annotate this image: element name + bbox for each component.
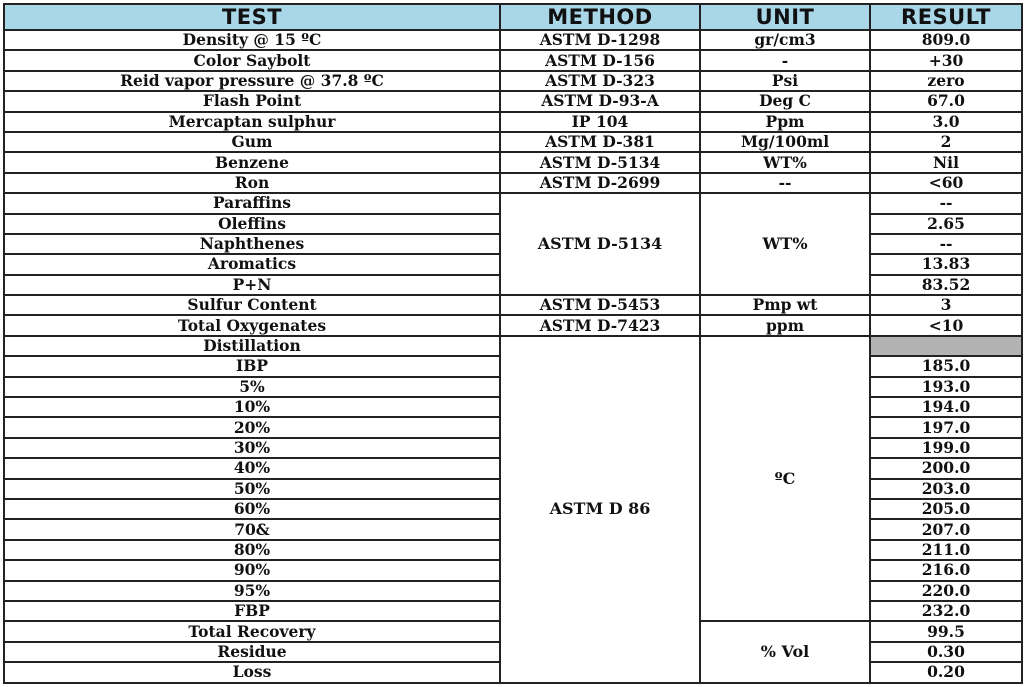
test-cell: P+N (4, 275, 500, 295)
test-cell: 10% (4, 397, 500, 417)
result-cell: <60 (870, 173, 1022, 193)
test-cell: Paraffins (4, 193, 500, 213)
unit-cell: WT% (700, 152, 870, 172)
test-cell: Benzene (4, 152, 500, 172)
unit-cell: Deg C (700, 91, 870, 111)
table-row (4, 50, 1022, 70)
method-cell: IP 104 (500, 112, 700, 132)
result-cell: 205.0 (870, 499, 1022, 519)
distillation-unit-cell: ºC (700, 336, 870, 621)
result-cell: 83.52 (870, 275, 1022, 295)
result-cell: 207.0 (870, 519, 1022, 539)
test-cell: Sulfur Content (4, 295, 500, 315)
unit-cell: gr/cm3 (700, 30, 870, 50)
header-unit: UNIT (700, 4, 870, 30)
result-cell: 0.20 (870, 662, 1022, 682)
result-cell: 216.0 (870, 560, 1022, 580)
result-cell: 3 (870, 295, 1022, 315)
result-cell: 99.5 (870, 621, 1022, 641)
result-cell: 232.0 (870, 601, 1022, 621)
result-cell: 203.0 (870, 479, 1022, 499)
method-cell: ASTM D-1298 (500, 30, 700, 50)
test-cell: Color Saybolt (4, 50, 500, 70)
table-row (4, 91, 1022, 111)
test-cell: 30% (4, 438, 500, 458)
distillation-method-cell: ASTM D 86 (500, 336, 700, 683)
result-cell: 809.0 (870, 30, 1022, 50)
method-cell: ASTM D-5453 (500, 295, 700, 315)
distillation-title: Distillation (4, 336, 500, 356)
test-cell: 70& (4, 519, 500, 539)
test-cell: Mercaptan sulphur (4, 112, 500, 132)
result-cell: 194.0 (870, 397, 1022, 417)
table-row (4, 295, 1022, 315)
table-row (4, 173, 1022, 193)
test-cell: 95% (4, 581, 500, 601)
unit-cell: -- (700, 173, 870, 193)
result-cell: Nil (870, 152, 1022, 172)
result-cell: 220.0 (870, 581, 1022, 601)
table-row (4, 152, 1022, 172)
test-cell: 40% (4, 458, 500, 478)
result-cell: 67.0 (870, 91, 1022, 111)
method-cell: ASTM D-7423 (500, 315, 700, 335)
method-cell: ASTM D-381 (500, 132, 700, 152)
pona-unit-cell: WT% (700, 193, 870, 295)
result-cell: 2.65 (870, 214, 1022, 234)
result-cell: 211.0 (870, 540, 1022, 560)
table-row (4, 193, 1022, 213)
result-cell: 2 (870, 132, 1022, 152)
result-cell: 13.83 (870, 254, 1022, 274)
blank-result-cell (870, 336, 1022, 356)
method-cell: ASTM D-323 (500, 71, 700, 91)
unit-cell: Pmp wt (700, 295, 870, 315)
result-cell: 185.0 (870, 356, 1022, 376)
spec-table (3, 3, 1023, 684)
test-cell: 20% (4, 417, 500, 437)
table-row (4, 71, 1022, 91)
result-cell: 193.0 (870, 377, 1022, 397)
result-cell: zero (870, 71, 1022, 91)
test-cell: 50% (4, 479, 500, 499)
header-test: TEST (4, 4, 500, 30)
result-cell: 3.0 (870, 112, 1022, 132)
unit-cell: Psi (700, 71, 870, 91)
test-cell: Gum (4, 132, 500, 152)
unit-cell: Mg/100ml (700, 132, 870, 152)
result-cell: 199.0 (870, 438, 1022, 458)
test-cell: Residue (4, 642, 500, 662)
test-cell: Ron (4, 173, 500, 193)
header-row (4, 4, 1022, 30)
test-cell: Loss (4, 662, 500, 682)
test-cell: Total Recovery (4, 621, 500, 641)
method-cell: ASTM D-2699 (500, 173, 700, 193)
volume-unit-cell: % Vol (700, 621, 870, 682)
method-cell: ASTM D-93-A (500, 91, 700, 111)
test-cell: IBP (4, 356, 500, 376)
test-cell: Flash Point (4, 91, 500, 111)
method-cell: ASTM D-156 (500, 50, 700, 70)
result-cell: -- (870, 234, 1022, 254)
test-cell: Naphthenes (4, 234, 500, 254)
result-cell: 197.0 (870, 417, 1022, 437)
result-cell: +30 (870, 50, 1022, 70)
header-method: METHOD (500, 4, 700, 30)
test-cell: Aromatics (4, 254, 500, 274)
result-cell: -- (870, 193, 1022, 213)
result-cell: 200.0 (870, 458, 1022, 478)
unit-cell: ppm (700, 315, 870, 335)
table-row (4, 336, 1022, 356)
unit-cell: - (700, 50, 870, 70)
header-result: RESULT (870, 4, 1022, 30)
table-row (4, 315, 1022, 335)
result-cell: 0.30 (870, 642, 1022, 662)
table-body (4, 30, 1022, 683)
test-cell: 5% (4, 377, 500, 397)
test-cell: Density @ 15 ºC (4, 30, 500, 50)
test-cell: Total Oxygenates (4, 315, 500, 335)
test-cell: 60% (4, 499, 500, 519)
test-cell: Reid vapor pressure @ 37.8 ºC (4, 71, 500, 91)
table-row (4, 132, 1022, 152)
unit-cell: Ppm (700, 112, 870, 132)
test-cell: FBP (4, 601, 500, 621)
test-cell: 90% (4, 560, 500, 580)
test-cell: 80% (4, 540, 500, 560)
table-header (4, 4, 1022, 30)
method-cell: ASTM D-5134 (500, 152, 700, 172)
pona-method-cell: ASTM D-5134 (500, 193, 700, 295)
test-cell: Oleffins (4, 214, 500, 234)
result-cell: <10 (870, 315, 1022, 335)
table-row (4, 112, 1022, 132)
table-row (4, 30, 1022, 50)
